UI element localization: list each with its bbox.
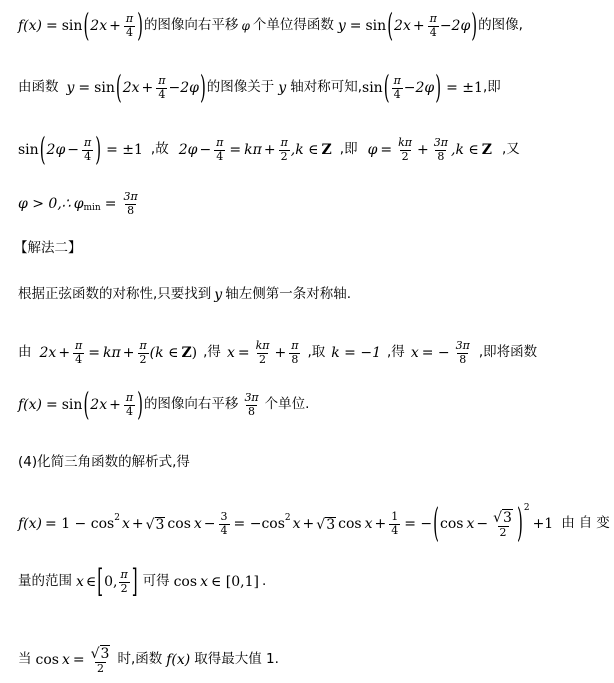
fraction-pi-4: $\frac{\pi}{4}$ xyxy=(125,11,134,39)
line-10: f(x) = 1 − cos 2 x + √ 3 cos x − $\frac{3}{4}$ = −cos 2 x + √ 3 cos x + $\frac{1}{4}$ = − ( cos x − √ 3 2 ) 2 +1 由自变 xyxy=(18,499,614,547)
paren-close: ) xyxy=(137,6,143,44)
line-11: 量的范围 x ∈ [ 0, $\frac{\pi}{2}$ ] 可得 cos x ∈ [0,1] . xyxy=(18,562,267,600)
line-5 xyxy=(14,238,577,260)
fraction-pi-4: $\frac{\pi}{4}$ xyxy=(158,73,166,101)
paren-open: ( xyxy=(83,6,90,44)
f-x: f(x) xyxy=(18,18,43,34)
fraction-pi-4: $\frac{\pi}{4}$ xyxy=(84,135,92,163)
line-6: 根据正弦函数的对称性,只要找到 y 轴左侧第一条对称轴. xyxy=(18,286,352,303)
section-heading: 【解法二】 xyxy=(14,240,82,257)
line-7: 由 2x + $\frac{\pi}{4}$ = kπ + $\frac{\pi}{2}$ (k ∈ Z ) ,得 x = $\frac{k\pi}{2}$ + $\frac{\pi}{8}$ ,取 k = −1 ,得 x = − $\frac{3\pi}{8}$ ,即将函数 xyxy=(18,338,538,366)
line-1: f(x) = sin ( 2x + $\frac{\pi}{4}$ ) 的图像向右平移 φ 个单位得函数 y = sin ( 2x + $\frac{\pi}{4}$ −2φ ) 的图像, xyxy=(18,6,523,44)
sqrt-3: √ 3 xyxy=(145,516,165,533)
line-12: 当 cos x = √ 3 2 时,函数 f(x) 取得最大值 1. xyxy=(18,645,279,675)
line-8: f(x) = sin ( 2x + $\frac{\pi}{4}$ ) 的图像向右平移 $\frac{3\pi}{8}$ 个单位. xyxy=(18,385,310,423)
line-9: (4)化简三角函数的解析式,得 xyxy=(18,454,190,471)
line-3: sin ( 2φ − $\frac{\pi}{4}$ ) = ±1 ,故 2φ − $\frac{\pi}{4}$ = kπ + $\frac{\pi}{2}$ ,k ∈ Z ,即 φ = $\frac{k\pi}{2}$ + $\frac{3\pi}{8}$ ,k ∈ Z ,又 xyxy=(18,130,520,168)
line-4: φ > 0,∴ φ min = $\frac{3\pi}{8}$ xyxy=(18,189,138,217)
line-2: 由函数 y = sin ( 2x + $\frac{\pi}{4}$ −2φ ) 的图像关于 y 轴对称可知, sin ( $\frac{\pi}{4}$ −2φ ) = ±1 ,即 xyxy=(18,68,501,106)
fraction-pi-4: $\frac{\pi}{4}$ xyxy=(429,11,437,39)
fraction-pi-4: $\frac{\pi}{4}$ xyxy=(393,73,401,101)
